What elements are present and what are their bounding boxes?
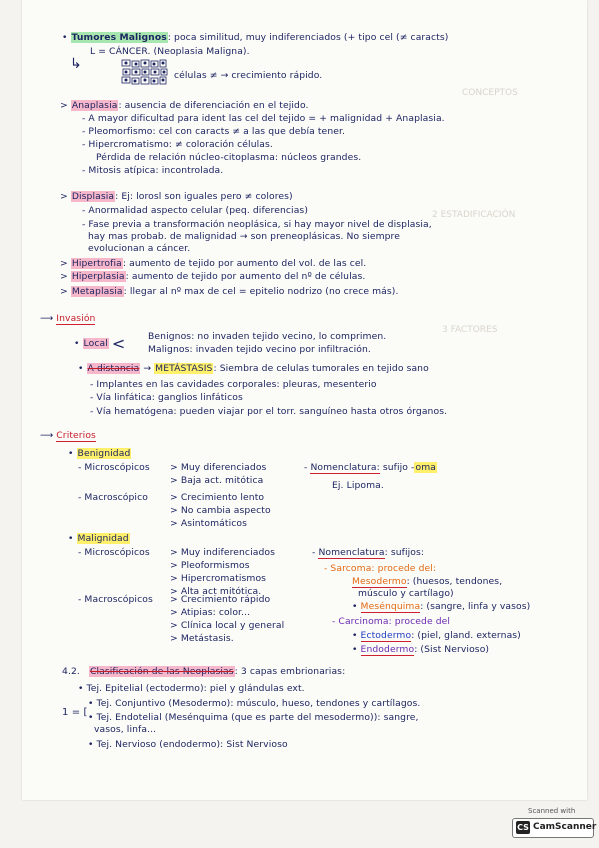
bracket-label: 1 = [ bbox=[62, 707, 88, 718]
heading-metaplasia: Metaplasia bbox=[71, 286, 123, 297]
text-line: músculo y cartílago) bbox=[358, 588, 454, 599]
bullet-line: • Tumores Malignos: poca similitud, muy indiferenciados (+ tipo cel (≠ caracts) bbox=[62, 32, 449, 43]
nomenclature-line: - Nomenclatura: sufijo -oma bbox=[304, 462, 436, 473]
text-line: > Hipercromatismos bbox=[170, 573, 267, 584]
text-line: > Alta act mitótica. bbox=[170, 586, 262, 597]
text-line: - Hipercromatismo: ≠ coloración células. bbox=[82, 139, 273, 150]
nomenclature-line: - Nomenclatura: sufijos: bbox=[312, 547, 425, 558]
text: sufijo - bbox=[382, 462, 415, 473]
text-line: > Crecimiento lento bbox=[170, 492, 265, 503]
text-line: células ≠ → crecimiento rápido. bbox=[174, 70, 323, 81]
text-line: - Anormalidad aspecto celular (peq. diferencias) bbox=[82, 205, 309, 216]
text-line: Ej. Lipoma. bbox=[332, 480, 384, 491]
heading-tumores: Tumores Malignos bbox=[71, 32, 167, 43]
text-line: > Metástasis. bbox=[170, 633, 234, 644]
label-a-distancia: A distancia bbox=[87, 363, 140, 374]
text-line: - Vía hematógena: pueden viajar por el torr. sanguíneo hasta otros órganos. bbox=[90, 406, 448, 417]
label-metastasis: METÁSTASIS bbox=[155, 363, 213, 374]
text-line: Benignos: no invaden tejido vecino, lo comprimen. bbox=[148, 331, 387, 342]
ghost-text: CONCEPTOS bbox=[462, 88, 518, 98]
label-carcinoma: - Carcinoma: procede del bbox=[332, 616, 451, 627]
label-ectodermo: Ectodermo bbox=[360, 630, 412, 641]
section-line bbox=[62, 666, 345, 677]
bullet-line: > Hipertrofia: aumento de tejido por aumento del vol. de las cel. bbox=[60, 258, 367, 269]
text: : (Sist Nervioso) bbox=[414, 644, 490, 655]
heading-hiperplasia: Hiperplasia bbox=[71, 271, 125, 282]
text-line: • Endodermo: (Sist Nervioso) bbox=[352, 644, 490, 655]
heading-invasion: Invasión bbox=[56, 313, 96, 324]
text: : 3 capas embrionarias: bbox=[234, 666, 346, 677]
bullet-line: • Local < bbox=[74, 334, 126, 353]
text-line bbox=[332, 616, 450, 627]
notebook-page bbox=[22, 0, 587, 800]
camscanner-badge bbox=[512, 818, 597, 838]
label-mesodermo: Mesodermo bbox=[352, 576, 407, 587]
scanned-with-label: Scanned with bbox=[528, 807, 576, 815]
label-mesenquima: Mesénquima bbox=[360, 601, 421, 612]
camscanner-watermark bbox=[512, 805, 597, 841]
section-line: ⟶ Invasión bbox=[40, 313, 96, 324]
bullet-line: > Metaplasia: llegar al nº max de cel = epitelio nodrizo (no crece más). bbox=[60, 286, 399, 297]
text: : Siembra de celulas tumorales en tejido sano bbox=[213, 363, 429, 374]
text: : poca similitud, muy indiferenciados (+ tipo cel (≠ caracts) bbox=[167, 32, 449, 43]
text: : aumento de tejido por aumento del nº de células. bbox=[125, 271, 366, 282]
heading-clasificacion: Clasificación de las Neoplasias bbox=[89, 666, 234, 677]
section-number: 4.2. bbox=[62, 666, 80, 677]
bullet-line: • Benignidad bbox=[68, 448, 131, 459]
text: : (piel, gland. externas) bbox=[411, 630, 521, 641]
text: : (sangre, linfa y vasos) bbox=[420, 601, 531, 612]
text: : (huesos, tendones, bbox=[406, 576, 503, 587]
text: : aumento de tejido por aumento del vol. de las cel. bbox=[122, 258, 367, 269]
text-line: > No cambia aspecto bbox=[170, 505, 271, 516]
text-line: • Tej. Conjuntivo (Mesodermo): músculo, hueso, tendones y cartílagos. bbox=[88, 698, 421, 709]
text-line: hay mas probab. de malignidad → son preneoplásicas. No siempre bbox=[88, 231, 400, 242]
text-line: - Pleomorfismo: cel con caracts ≠ a las que debía tener. bbox=[82, 126, 346, 137]
text-line: • Tej. Epitelial (ectodermo): piel y glándulas ext. bbox=[78, 683, 305, 694]
text-line: > Crecimiento rápido bbox=[170, 594, 271, 605]
section-line: ⟶ Criterios bbox=[40, 430, 96, 441]
text-line: - Vía linfática: ganglios linfáticos bbox=[90, 392, 243, 403]
bullet-line: • A distancia → METÁSTASIS: Siembra de celulas tumorales en tejido sano bbox=[78, 363, 429, 374]
text-line: > Pleoformismos bbox=[170, 560, 250, 571]
heading-hipertrofia: Hipertrofia bbox=[71, 258, 122, 269]
text: : Ej: lorosl son iguales pero ≠ colores) bbox=[115, 191, 293, 202]
heading-criterios: Criterios bbox=[56, 430, 96, 441]
ghost-text: 2 ESTADIFICACIÓN bbox=[432, 210, 516, 220]
heading-anaplasia: Anaplasia bbox=[71, 100, 118, 111]
text-line: • Mesénquima: (sangre, linfa y vasos) bbox=[352, 601, 531, 612]
text-line bbox=[324, 563, 436, 574]
bullet-line: > Hiperplasia: aumento de tejido por aumento del nº de células. bbox=[60, 271, 366, 282]
text: : ausencia de diferenciación en el tejido. bbox=[118, 100, 309, 111]
text-line: > Atipias: color... bbox=[170, 607, 251, 618]
text-line: L = CÁNCER. (Neoplasia Maligna). bbox=[90, 46, 250, 57]
text-line: - Macroscópico bbox=[78, 492, 148, 503]
heading-malignidad: Malignidad bbox=[77, 533, 129, 544]
label-nomenclatura: Nomenclatura bbox=[318, 547, 385, 558]
text-line: - Fase previa a transformación neoplásica, si hay mayor nivel de displasia, bbox=[82, 219, 432, 230]
text: : llegar al nº max de cel = epitelio nodrizo (no crece más). bbox=[123, 286, 399, 297]
cell-cluster-icon bbox=[120, 58, 168, 86]
text-line: • Tej. Nervioso (endodermo): Sist Nervioso bbox=[88, 739, 288, 750]
camscanner-brand: CamScanner bbox=[533, 822, 597, 832]
text-line: Malignos: invaden tejido vecino por infiltración. bbox=[148, 344, 371, 355]
text-line: - Microscópicos bbox=[78, 547, 150, 558]
bullet-line: > Anaplasia: ausencia de diferenciación en el tejido. bbox=[60, 100, 309, 111]
heading-displasia: Displasia bbox=[71, 191, 115, 202]
text-line: > Muy indiferenciados bbox=[170, 547, 275, 558]
text-line: - A mayor dificultad para ident las cel del tejido = + malignidad + Anaplasia. bbox=[82, 113, 445, 124]
label-sarcoma: - Sarcoma: procede del: bbox=[324, 563, 437, 574]
text-line: > Asintomáticos bbox=[170, 518, 247, 529]
label-endodermo: Endodermo bbox=[360, 644, 415, 655]
text-line: > Baja act. mitótica bbox=[170, 475, 264, 486]
text-line: - Mitosis atípica: incontrolada. bbox=[82, 165, 224, 176]
text-line: - Microscópicos bbox=[78, 462, 150, 473]
label-local: Local bbox=[83, 338, 108, 349]
label-nomenclatura: Nomenclatura: bbox=[310, 462, 380, 473]
text-line: - Implantes en las cavidades corporales: pleuras, mesenterio bbox=[90, 379, 377, 390]
text: : sufijos: bbox=[384, 547, 425, 558]
text-line: vasos, linfa... bbox=[94, 724, 157, 735]
text-line: > Muy diferenciados bbox=[170, 462, 267, 473]
text-line: • Ectodermo: (piel, gland. externas) bbox=[352, 630, 521, 641]
heading-benignidad: Benignidad bbox=[77, 448, 131, 459]
text-line: Pérdida de relación núcleo-citoplasma: núcleos grandes. bbox=[96, 152, 362, 163]
text-line bbox=[352, 576, 502, 587]
bullet-line: > Displasia: Ej: lorosl son iguales pero ≠ colores) bbox=[60, 191, 293, 202]
text-line: evolucionan a cáncer. bbox=[88, 243, 191, 254]
text-line: - Macroscópicos bbox=[78, 594, 153, 605]
curved-arrow-icon: ↳ bbox=[70, 56, 82, 72]
suffix-oma: oma bbox=[415, 462, 436, 473]
text-line: • Tej. Endotelial (Mesénquima (que es parte del mesodermo)): sangre, bbox=[88, 712, 419, 723]
bullet-line: • Malignidad bbox=[68, 533, 129, 544]
text-line: > Clínica local y general bbox=[170, 620, 285, 631]
ghost-text: 3 FACTORES bbox=[442, 325, 498, 335]
camscanner-logo-icon: CS bbox=[517, 823, 529, 832]
